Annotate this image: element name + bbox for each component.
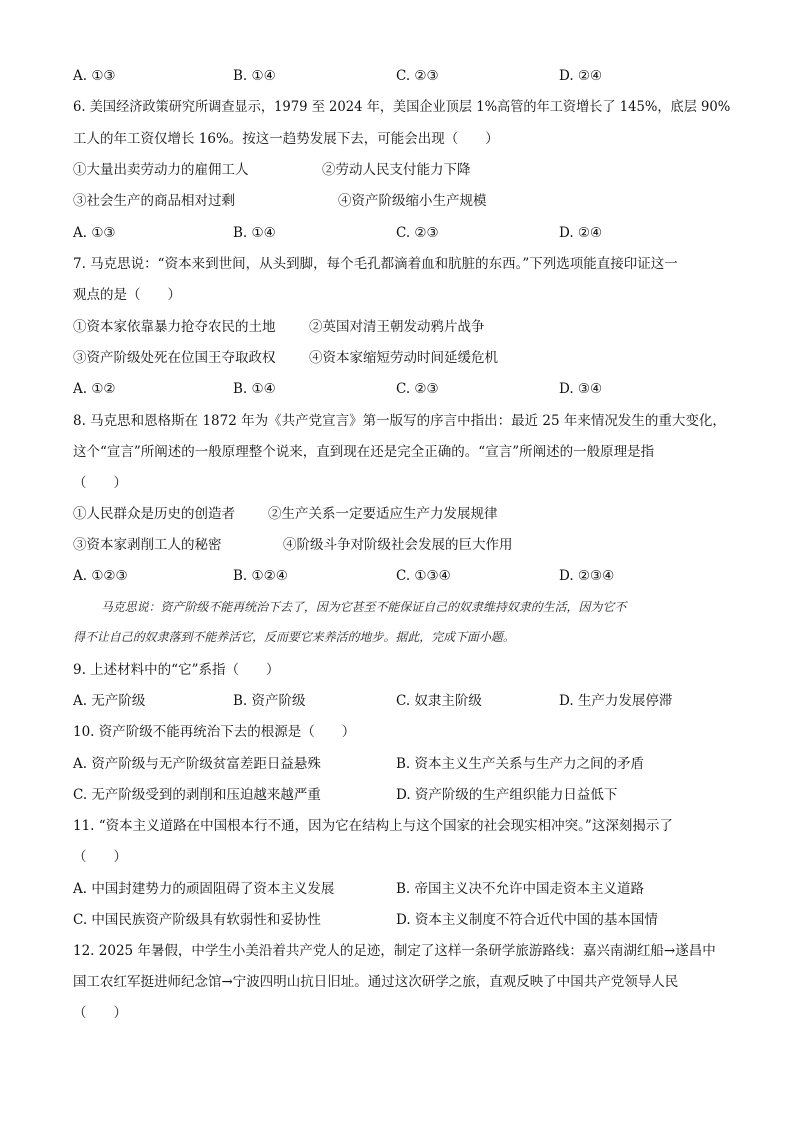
material-line2: 得不让自己的奴隶落到不能养活它，反而要它来养活的地步。据此，完成下面小题。 xyxy=(73,630,515,644)
q8-items-row1 xyxy=(73,505,733,523)
option-a: A. ①② xyxy=(73,381,116,397)
q7-items-row2 xyxy=(73,349,733,367)
option-a: A. 无产阶级 xyxy=(73,693,146,709)
q6-item-1: ①大量出卖劳动力的雇佣工人 xyxy=(73,162,249,178)
option-a: A. 资产阶级与无产阶级贫富差距日益悬殊 xyxy=(73,756,321,772)
q8-item-2: ②生产关系一定要适应生产力发展规律 xyxy=(268,506,498,522)
option-d: D. ②④ xyxy=(559,225,603,241)
option-b: B. ①②④ xyxy=(233,568,288,584)
q6-options xyxy=(73,224,733,242)
material-line1: 马克思说：资产阶级不能再统治下去了，因为它甚至不能保证自己的奴隶维持奴隶的生活，因为它不 xyxy=(100,600,627,614)
option-c: C. ②③ xyxy=(396,225,439,241)
q7-options xyxy=(73,380,733,398)
option-c: C. ②③ xyxy=(396,68,439,84)
q5-options xyxy=(73,67,733,85)
q10-stem: 10. 资产阶级不能再统治下去的根源是（ ） xyxy=(73,724,356,740)
q6-item-2: ②劳动人民支付能力下降 xyxy=(322,162,471,178)
option-c: C. 中国民族资产阶级具有软弱性和妥协性 xyxy=(73,912,321,928)
q8-stem-line3: （ ） xyxy=(73,475,127,491)
q8-item-1: ①人民群众是历史的创造者 xyxy=(73,506,235,522)
option-a: A. 中国封建势力的顽固阻碍了资本主义发展 xyxy=(73,881,335,897)
option-b: B. ①④ xyxy=(233,225,276,241)
q12-stem-line1: 12. 2025 年暑假，中学生小美沿着共产党人的足迹，制定了这样一条研学旅游路线：嘉兴南湖红船→遂昌中 xyxy=(73,943,716,959)
q9-stem: 9. 上述材料中的“它”系指（ ） xyxy=(73,662,280,678)
material-passage xyxy=(73,592,733,652)
option-d: D. ③④ xyxy=(559,381,603,397)
q7-stem-line1: 7. 马克思说：“资本来到世间，从头到脚，每个毛孔都滴着血和肮脏的东西。”下列选项能直接印证这一 xyxy=(73,256,678,272)
option-b: B. 资本主义生产关系与生产力之间的矛盾 xyxy=(396,756,645,772)
q8-stem-line2: 这个“宣言”所阐述的一般原理整个说来，直到现在还是完全正确的。“宣言”所阐述的一般原理是指 xyxy=(73,444,655,460)
q12-stem-line3: （ ） xyxy=(73,1005,127,1021)
q6-item-3: ③社会生产的商品相对过剩 xyxy=(73,193,235,209)
q8-item-3: ③资本家剥削工人的秘密 xyxy=(73,537,222,553)
q7-item-2: ②英国对清王朝发动鸦片战争 xyxy=(309,319,485,335)
q7-item-4: ④资本家缩短劳动时间延缓危机 xyxy=(309,350,498,366)
q8-item-4: ④阶级斗争对阶级社会发展的巨大作用 xyxy=(283,537,513,553)
option-c: C. ①③④ xyxy=(396,568,451,584)
option-a: A. ①③ xyxy=(73,225,116,241)
q6-items-row2 xyxy=(73,192,733,210)
option-b: B. ①④ xyxy=(233,381,276,397)
option-c: C. 无产阶级受到的剥削和压迫越来越严重 xyxy=(73,787,321,803)
option-c: C. ②③ xyxy=(396,381,439,397)
option-a: A. ①②③ xyxy=(73,568,128,584)
option-b: B. 帝国主义决不允许中国走资本主义道路 xyxy=(396,881,645,897)
option-d: D. 资本主义制度不符合近代中国的基本国情 xyxy=(396,912,658,928)
q7-item-1: ①资本家依靠暴力抢夺农民的土地 xyxy=(73,319,276,335)
option-d: D. ②④ xyxy=(559,68,603,84)
q8-items-row2 xyxy=(73,536,733,554)
q9-options xyxy=(73,692,733,710)
option-d: D. 生产力发展停滞 xyxy=(559,693,673,709)
option-d: D. ②③④ xyxy=(559,568,615,584)
option-c: C. 奴隶主阶级 xyxy=(396,693,482,709)
option-b: B. ①④ xyxy=(233,68,276,84)
q10-options-row2 xyxy=(73,786,733,804)
q11-options-row2 xyxy=(73,911,733,929)
q6-item-4: ④资产阶级缩小生产规模 xyxy=(338,193,487,209)
q7-items-row1 xyxy=(73,318,733,336)
q8-options xyxy=(73,567,733,585)
q6-stem-line2: 工人的年工资仅增长 16%。按这一趋势发展下去，可能会出现（ ） xyxy=(73,131,499,147)
q11-stem-line1: 11. “资本主义道路在中国根本行不通，因为它在结构上与这个国家的社会现实相冲突。”这深刻揭示了 xyxy=(73,818,673,834)
option-d: D. 资产阶级的生产组织能力日益低下 xyxy=(396,787,618,803)
q11-options-row1 xyxy=(73,880,733,898)
option-b: B. 资产阶级 xyxy=(233,693,306,709)
q6-stem-line1: 6. 美国经济政策研究所调查显示，1979 至 2024 年，美国企业顶层 1%高管的年工资增长了 145%，底层 90% xyxy=(73,99,731,115)
q10-options-row1 xyxy=(73,755,733,773)
q7-item-3: ③资产阶级处死在位国王夺取政权 xyxy=(73,350,276,366)
option-a: A. ①③ xyxy=(73,68,116,84)
q7-stem-line2: 观点的是（ ） xyxy=(73,287,181,303)
q11-stem-line2: （ ） xyxy=(73,849,127,865)
q8-stem-line1: 8. 马克思和恩格斯在 1872 年为《共产党宣言》第一版写的序言中指出：最近 25 年来情况发生的重大变化， xyxy=(73,413,726,429)
q12-stem-line2: 国工农红军挺进师纪念馆→宁波四明山抗日旧址。通过这次研学之旅，直观反映了中国共产党领导人民 xyxy=(73,974,679,990)
q6-items-row1 xyxy=(73,161,733,179)
